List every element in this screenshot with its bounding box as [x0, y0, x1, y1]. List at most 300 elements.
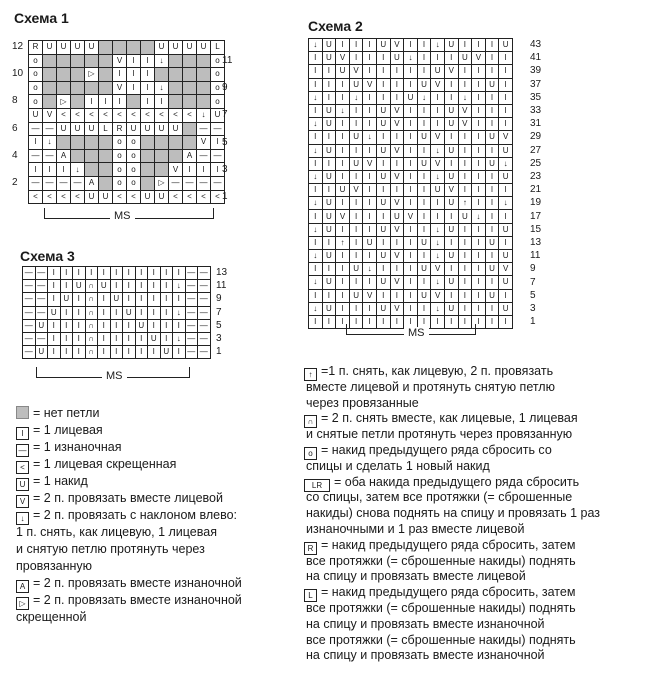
chart-cell: I: [336, 316, 349, 328]
chart-cell: U: [136, 320, 148, 332]
chart-cell: U: [499, 303, 512, 315]
chart-cell: I: [404, 118, 417, 130]
chart-cell: U: [123, 307, 135, 319]
chart-cell: o: [211, 55, 224, 68]
chart-cell: I: [57, 163, 70, 176]
chart-cell: [155, 68, 168, 81]
legend-item: [16, 610, 296, 627]
chart-cell: I: [155, 95, 168, 108]
scheme2-title: Схема 2: [308, 18, 363, 34]
chart-cell: V: [499, 131, 512, 143]
chart-cell: I: [459, 131, 472, 143]
chart-cell: [169, 55, 182, 68]
chart-cell: ∩: [86, 280, 98, 292]
row-number: 9: [222, 82, 228, 94]
legend-symbol-icon: I: [16, 427, 29, 440]
chart-cell: ∩: [86, 333, 98, 345]
chart-cell: I: [363, 171, 376, 183]
chart-cell: <: [71, 191, 84, 204]
chart-cell: I: [86, 267, 98, 279]
chart-cell: V: [431, 290, 444, 302]
chart-cell: ↓: [155, 82, 168, 95]
chart-cell: o: [211, 68, 224, 81]
chart-cell: —: [186, 333, 198, 345]
chart-cell: U: [169, 123, 182, 136]
chart-cell: I: [404, 171, 417, 183]
chart-cell: V: [431, 131, 444, 143]
chart-cell: U: [350, 131, 363, 143]
chart-cell: [183, 68, 196, 81]
chart-cell: I: [431, 316, 444, 328]
chart-cell: ↓: [197, 109, 210, 122]
chart-cell: V: [336, 52, 349, 64]
legend-symbol-icon: ▷: [16, 597, 29, 610]
chart-cell: [85, 82, 98, 95]
chart-cell: ↓: [363, 263, 376, 275]
row-number: 31: [530, 118, 542, 130]
chart-cell: I: [404, 303, 417, 315]
row-number: 6: [12, 122, 18, 134]
chart-cell: —: [36, 267, 48, 279]
legend-item: [304, 506, 660, 522]
chart-cell: ↓: [309, 92, 322, 104]
chart-cell: I: [309, 210, 322, 222]
chart-cell: —: [23, 320, 35, 332]
chart-cell: U: [404, 92, 417, 104]
legend-text: = 1 лицевая: [33, 423, 103, 437]
chart-cell: I: [363, 39, 376, 51]
chart-cell: [183, 123, 196, 136]
chart-cell: I: [48, 346, 60, 358]
scheme1-ms-label: MS: [110, 210, 135, 222]
chart-cell: —: [169, 177, 182, 190]
chart-cell: U: [377, 303, 390, 315]
chart-cell: ↓: [431, 303, 444, 315]
chart-cell: I: [309, 105, 322, 117]
chart-cell: I: [404, 197, 417, 209]
legend-item: [16, 457, 296, 474]
legend-item: [16, 542, 296, 559]
row-number: 15: [530, 223, 542, 235]
chart-cell: I: [336, 303, 349, 315]
chart-cell: I: [363, 250, 376, 262]
chart-cell: I: [459, 39, 472, 51]
chart-cell: I: [309, 290, 322, 302]
chart-cell: I: [98, 293, 110, 305]
chart-cell: I: [486, 171, 499, 183]
chart-cell: I: [123, 280, 135, 292]
chart-cell: [71, 55, 84, 68]
chart-cell: [57, 82, 70, 95]
chart-cell: I: [363, 224, 376, 236]
chart-cell: [57, 68, 70, 81]
chart-cell: I: [418, 145, 431, 157]
chart-cell: [155, 136, 168, 149]
chart-cell: I: [98, 333, 110, 345]
chart-cell: I: [336, 263, 349, 275]
chart-cell: U: [98, 280, 110, 292]
chart-cell: I: [418, 118, 431, 130]
chart-cell: [183, 136, 196, 149]
chart-cell: ↓: [309, 224, 322, 236]
chart-cell: —: [43, 177, 56, 190]
chart-cell: U: [486, 290, 499, 302]
chart-cell: I: [148, 346, 160, 358]
scheme1-right-row-numbers: [222, 56, 238, 228]
chart-cell: I: [472, 224, 485, 236]
chart-cell: I: [161, 320, 173, 332]
chart-cell: U: [377, 39, 390, 51]
chart-cell: I: [73, 267, 85, 279]
legend-symbol-icon: —: [16, 444, 29, 457]
chart-cell: I: [445, 131, 458, 143]
chart-cell: I: [418, 276, 431, 288]
row-number: 37: [530, 78, 542, 90]
legend-text: на спицу и провязать вместе изнаночной: [306, 648, 545, 663]
chart-cell: I: [336, 250, 349, 262]
chart-cell: I: [336, 92, 349, 104]
legend-item: [304, 633, 660, 649]
chart-cell: o: [113, 136, 126, 149]
chart-cell: U: [499, 250, 512, 262]
chart-cell: ↓: [431, 224, 444, 236]
chart-cell: I: [98, 346, 110, 358]
chart-cell: I: [136, 307, 148, 319]
chart-cell: —: [198, 333, 210, 345]
chart-cell: <: [71, 109, 84, 122]
chart-cell: I: [418, 224, 431, 236]
chart-cell: I: [127, 68, 140, 81]
legend-item: [16, 440, 296, 457]
chart-cell: I: [418, 39, 431, 51]
chart-cell: U: [36, 346, 48, 358]
chart-cell: U: [445, 303, 458, 315]
chart-cell: I: [445, 79, 458, 91]
chart-cell: I: [499, 52, 512, 64]
chart-cell: V: [499, 263, 512, 275]
chart-cell: ↓: [173, 307, 185, 319]
legend-item: [304, 443, 660, 459]
chart-cell: I: [472, 131, 485, 143]
chart-cell: [127, 95, 140, 108]
chart-cell: I: [418, 250, 431, 262]
chart-cell: ↓: [459, 92, 472, 104]
chart-cell: I: [404, 39, 417, 51]
legend-symbol-icon: R: [304, 542, 317, 555]
row-number: 41: [530, 52, 542, 64]
chart-cell: I: [486, 276, 499, 288]
chart-cell: I: [323, 237, 336, 249]
chart-cell: I: [486, 105, 499, 117]
chart-cell: [141, 136, 154, 149]
chart-cell: U: [445, 39, 458, 51]
chart-cell: I: [418, 52, 431, 64]
chart-cell: I: [418, 171, 431, 183]
chart-cell: U: [323, 197, 336, 209]
chart-cell: I: [350, 145, 363, 157]
chart-cell: [183, 55, 196, 68]
chart-cell: I: [161, 293, 173, 305]
chart-cell: I: [459, 237, 472, 249]
chart-cell: I: [61, 320, 73, 332]
chart-cell: I: [391, 316, 404, 328]
chart-cell: I: [486, 210, 499, 222]
chart-cell: I: [391, 131, 404, 143]
chart-cell: [197, 55, 210, 68]
chart-cell: I: [61, 307, 73, 319]
chart-cell: [169, 68, 182, 81]
scheme3-chart: [22, 266, 211, 359]
chart-cell: o: [127, 177, 140, 190]
chart-cell: U: [377, 118, 390, 130]
chart-cell: I: [459, 250, 472, 262]
chart-cell: V: [391, 39, 404, 51]
legend-text: = накид предыдущего ряда сбросить со: [321, 442, 552, 457]
legend-item: [304, 554, 660, 570]
chart-cell: ↓: [309, 250, 322, 262]
chart-cell: V: [169, 163, 182, 176]
chart-cell: I: [472, 303, 485, 315]
chart-cell: I: [73, 320, 85, 332]
chart-cell: [85, 150, 98, 163]
chart-cell: I: [404, 131, 417, 143]
chart-cell: U: [350, 79, 363, 91]
legend-item: [304, 569, 660, 585]
chart-cell: U: [155, 191, 168, 204]
legend-text: и снятые петли протянуть через провязанную: [306, 427, 573, 442]
chart-cell: I: [391, 79, 404, 91]
legend-symbol-icon: V: [16, 495, 29, 508]
chart-cell: I: [43, 163, 56, 176]
chart-cell: I: [73, 307, 85, 319]
chart-cell: V: [445, 184, 458, 196]
legend-item: [304, 585, 660, 601]
chart-cell: ↓: [309, 118, 322, 130]
chart-cell: I: [29, 136, 42, 149]
legend-text: = 2 п. провязать вместе изнаночной: [33, 576, 242, 590]
row-number: 13: [530, 237, 542, 248]
chart-cell: o: [127, 150, 140, 163]
row-number: 27: [530, 144, 542, 156]
row-number: 9: [530, 263, 536, 275]
chart-cell: I: [309, 184, 322, 196]
chart-cell: U: [363, 237, 376, 249]
chart-cell: I: [111, 346, 123, 358]
legend-item: [304, 601, 660, 617]
row-number: 10: [12, 68, 24, 80]
chart-cell: [141, 41, 154, 54]
chart-cell: ▷: [155, 177, 168, 190]
chart-cell: I: [61, 267, 73, 279]
chart-cell: I: [323, 65, 336, 77]
chart-cell: I: [391, 290, 404, 302]
legend-text: 1 п. снять, как лицевую, 1 лицевая: [16, 525, 217, 539]
chart-cell: U: [418, 79, 431, 91]
chart-cell: I: [350, 237, 363, 249]
legend-text: и снятую петлю протянуть через: [16, 542, 205, 556]
chart-cell: I: [323, 158, 336, 170]
chart-cell: I: [391, 263, 404, 275]
chart-cell: V: [391, 224, 404, 236]
row-number: 43: [530, 39, 542, 50]
chart-cell: I: [161, 333, 173, 345]
chart-cell: I: [418, 184, 431, 196]
chart-cell: —: [23, 293, 35, 305]
chart-cell: U: [377, 197, 390, 209]
chart-cell: I: [377, 92, 390, 104]
chart-cell: I: [336, 158, 349, 170]
chart-cell: U: [323, 276, 336, 288]
chart-cell: I: [363, 210, 376, 222]
chart-cell: I: [499, 118, 512, 130]
row-number: 3: [530, 303, 536, 314]
chart-cell: U: [377, 105, 390, 117]
chart-cell: I: [323, 131, 336, 143]
chart-cell: I: [48, 320, 60, 332]
chart-cell: R: [113, 123, 126, 136]
chart-cell: V: [391, 303, 404, 315]
chart-cell: I: [472, 263, 485, 275]
legend-item: [304, 538, 660, 554]
legend-item: [16, 593, 296, 610]
legend-symbol-icon: <: [16, 461, 29, 474]
legend-text: = нет петли: [33, 406, 100, 420]
chart-cell: I: [472, 197, 485, 209]
chart-cell: I: [404, 290, 417, 302]
chart-cell: I: [323, 316, 336, 328]
chart-cell: I: [486, 52, 499, 64]
chart-cell: I: [445, 237, 458, 249]
legend-item: [304, 459, 660, 475]
chart-cell: I: [309, 237, 322, 249]
chart-cell: I: [127, 82, 140, 95]
chart-cell: U: [486, 79, 499, 91]
chart-cell: U: [43, 41, 56, 54]
chart-cell: [99, 163, 112, 176]
chart-cell: I: [363, 316, 376, 328]
chart-cell: ↓: [431, 39, 444, 51]
chart-cell: I: [363, 145, 376, 157]
chart-cell: U: [111, 293, 123, 305]
chart-cell: U: [169, 41, 182, 54]
chart-cell: I: [336, 145, 349, 157]
chart-cell: U: [71, 41, 84, 54]
chart-cell: U: [445, 105, 458, 117]
chart-cell: I: [350, 171, 363, 183]
chart-cell: —: [211, 150, 224, 163]
chart-cell: [169, 150, 182, 163]
chart-cell: I: [350, 52, 363, 64]
chart-cell: I: [173, 320, 185, 332]
chart-cell: <: [127, 191, 140, 204]
chart-cell: I: [431, 52, 444, 64]
chart-cell: I: [29, 163, 42, 176]
chart-cell: I: [161, 307, 173, 319]
chart-cell: <: [183, 109, 196, 122]
chart-cell: I: [499, 184, 512, 196]
chart-cell: V: [391, 118, 404, 130]
chart-cell: I: [309, 263, 322, 275]
chart-cell: V: [350, 65, 363, 77]
chart-cell: U: [36, 320, 48, 332]
chart-cell: I: [499, 316, 512, 328]
chart-cell: V: [459, 118, 472, 130]
chart-cell: V: [363, 290, 376, 302]
chart-cell: ↓: [71, 163, 84, 176]
row-number: 19: [530, 197, 542, 209]
chart-cell: U: [431, 184, 444, 196]
chart-cell: U: [445, 118, 458, 130]
chart-cell: <: [29, 191, 42, 204]
chart-cell: ↓: [155, 55, 168, 68]
chart-cell: U: [323, 250, 336, 262]
chart-cell: U: [431, 65, 444, 77]
chart-cell: —: [197, 123, 210, 136]
legend-item: [16, 576, 296, 593]
chart-cell: [71, 82, 84, 95]
chart-cell: V: [43, 109, 56, 122]
chart-cell: I: [141, 82, 154, 95]
chart-cell: V: [459, 105, 472, 117]
chart-cell: I: [486, 303, 499, 315]
chart-cell: o: [113, 163, 126, 176]
chart-cell: V: [113, 82, 126, 95]
legend-text: все протяжки (= сброшенные накиды) поднять: [306, 553, 576, 568]
legend-item: [16, 474, 296, 491]
chart-cell: I: [211, 163, 224, 176]
legend-text: вместе лицевой и протянуть снятую петлю: [306, 379, 555, 394]
chart-cell: <: [211, 191, 224, 204]
chart-cell: <: [43, 191, 56, 204]
chart-cell: ∩: [86, 320, 98, 332]
chart-cell: I: [459, 303, 472, 315]
chart-cell: I: [391, 92, 404, 104]
chart-cell: I: [404, 237, 417, 249]
chart-cell: V: [391, 250, 404, 262]
chart-cell: I: [98, 320, 110, 332]
chart-cell: L: [99, 123, 112, 136]
chart-cell: I: [141, 68, 154, 81]
chart-cell: V: [431, 263, 444, 275]
chart-cell: I: [141, 55, 154, 68]
chart-cell: U: [350, 290, 363, 302]
chart-cell: I: [377, 263, 390, 275]
chart-cell: ↓: [309, 303, 322, 315]
chart-cell: I: [377, 158, 390, 170]
chart-cell: ↓: [404, 52, 417, 64]
chart-cell: ↓: [499, 197, 512, 209]
chart-cell: ↓: [431, 250, 444, 262]
chart-cell: ∩: [86, 307, 98, 319]
chart-cell: —: [211, 123, 224, 136]
chart-cell: <: [113, 109, 126, 122]
chart-cell: —: [211, 177, 224, 190]
chart-cell: I: [136, 280, 148, 292]
row-number: 39: [530, 65, 542, 77]
chart-cell: A: [57, 150, 70, 163]
chart-cell: I: [113, 95, 126, 108]
chart-cell: I: [459, 224, 472, 236]
chart-cell: I: [486, 224, 499, 236]
chart-cell: —: [186, 267, 198, 279]
chart-cell: I: [48, 280, 60, 292]
legend-text: все протяжки (= сброшенные накиды) поднять: [306, 632, 576, 647]
chart-cell: [197, 68, 210, 81]
row-number: 13: [216, 267, 228, 278]
legend-item: [16, 406, 296, 423]
chart-cell: [183, 82, 196, 95]
chart-cell: [99, 150, 112, 163]
